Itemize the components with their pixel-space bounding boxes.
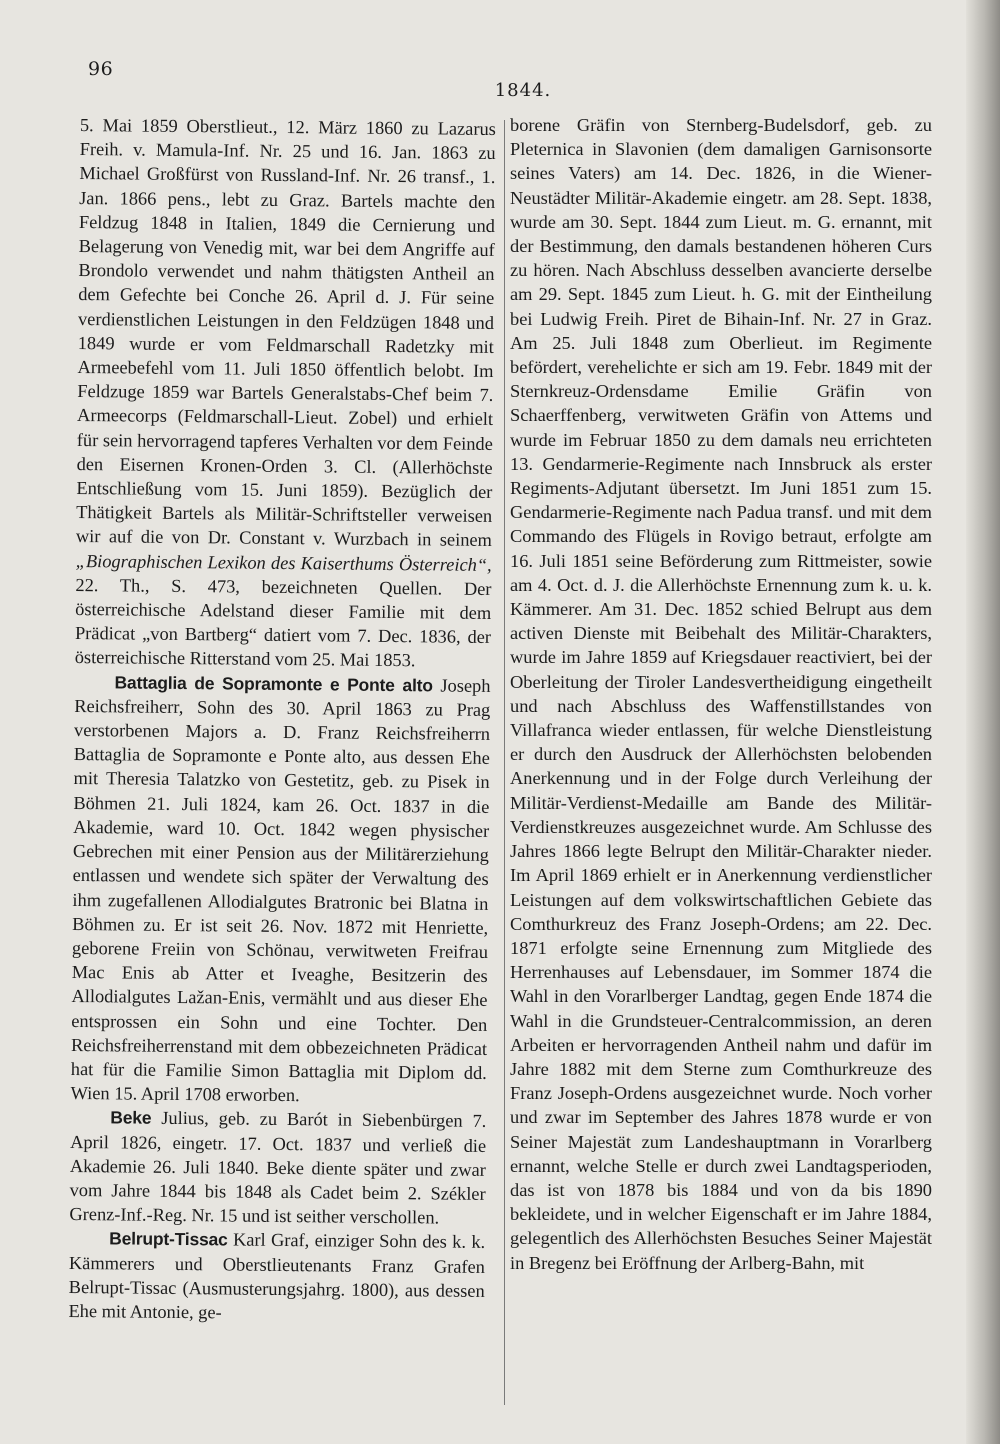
paragraph-bartels — [75, 113, 496, 674]
entry-text: Karl Graf, einziger Sohn des k. k. Kämmerers und Oberstlieutenants Franz Grafen Belrupt-Tissac (Ausmusterungsjahrg. 1800), aus dessen Ehe mit Antonie, ge- — [68, 1229, 486, 1323]
paragraph-text: 5. Mai 1859 Oberstlieut., 12. März 1860 zu Lazarus Freih. v. Mamula-Inf. Nr. 25 und 16. Jan. 1863 zu Michael Großfürst von Russland-Inf. Nr. 26 transf., 1. Jan. 1866 pens., lebt zu Graz. Bartels machte den Feldzug 1848 in Italien, 1849 die Cernierung und Belagerung von Venedig mit, war bei dem Angriffe auf Brondolo verwendet und nahm thätigsten Antheil an dem Gefechte bei Conche 26. April d. J. Für seine verdienstlichen Leistungen in den Feldzügen 1848 und 1849 wurde er vom Feldmarschall Radetzky mit Armeebefehl vom 11. Juli 1850 öffentlich belobt. Im Feldzuge 1859 war Bartels Generalstabs-Chef beim 7. Armeecorps (Feldmarschall-Lieut. Zobel) und erhielt für sein hervorragend tapferes Verhalten vor dem Feinde den Eisernen Kronen-Orden 3. Cl. (Allerhöchste Entschließung vom 15. Juni 1859). Bezüglich der Thätigkeit Bartels als Militär-Schriftsteller verweisen wir auf die von Dr. Constant v. Wurzbach in seinem — [75, 114, 496, 551]
left-column — [68, 113, 496, 1327]
italic-citation: „Biographischen Lexikon des Kaiserthums Österreich“, — [75, 550, 492, 575]
entry-lemma: Battaglia de Sopramonte e Ponte alto — [114, 672, 433, 696]
paragraph-belrupt-continued: borene Gräfin von Sternberg-Budelsdorf, geb. zu Pleternica in Slavonien (dem damaligen Garnisonsorte seines Vaters) am 14. Dec. 1826, in die Wiener-Neustädter Militär-Akademie eingetr. am 28. Sept. 1838, wurde am 30. Sept. 1844 zum Lieut. m. G. ernannt, mit der Bestimmung, den damals bestandenen höheren Curs zu hören. Nach Abschluss desselben avancierte derselbe am 29. Sept. 1845 zum Lieut. h. G. mit der Eintheilung bei Ludwig Freih. Piret de Bihain-Inf. Nr. 27 in Graz. Am 25. Juli 1848 zum Oberlieut. im Regimente befördert, verehelichte er sich am 19. Febr. 1849 mit der Sternkreuz-Ordensdame Emilie Gräfin von Schaerffenberg, verwitweten Gräfin von Attems und wurde im Februar 1850 zu dem damals neu errichteten 13. Gendarmerie-Regimente nach Innsbruck als erster Regiments-Adjutant übersetzt. Im Juni 1851 zum 15. Gendarmerie-Regimente nach Padua transf. und mit dem Commando des Flügels in Rovigo betraut, erfolgte am 16. Juli 1851 seine Beförderung zum Rittmeister, sowie am 4. Oct. d. J. die Allerhöchste Ernennung zum k. u. k. Kämmerer. Am 31. Dec. 1852 schied Belrupt aus dem activen Dienste mit Beibehalt des Militär-Charakters, wurde im Jahre 1859 auf Kriegsdauer reactiviert, bei der Oberleitung der Tiroler Landesvertheidigung eingetheilt und nach Abschluss des Waffenstillstandes von Villafranca wieder entlassen, für welche Dienstleistung er durch den Ausdruck der Allerhöchsten belobenden Anerkennung und in der Folge durch Verleihung der Militär-Verdienst-Medaille am Bande des Militär-Verdienstkreuzes ausgezeichnet wurde. Am Schlusse des Jahres 1866 legte Belrupt den Militär-Charakter nieder. Im April 1869 erhielt er in Anerkennung verdienstlicher Leistungen auf dem volkswirtschaftlichen Gebiete das Comthurkreuz des Franz Joseph-Ordens; am 22. Dec. 1871 erfolgte seine Ernennung zum Mitgliede des Herrenhauses auf Lebensdauer, im Sommer 1874 die Wahl in den Vorarlberger Landtag, gegen Ende 1874 die Wahl in die Grundsteuer-Centralcommission, an deren Arbeiten er hervorragenden Antheil nahm und dafür im Jahre 1882 mit dem Sterne zum Comthurkreuze des Franz Joseph-Ordens ausgezeichnet wurde. Noch vorher und zwar im September des Jahres 1878 wurde er von Seiner Majestät zum Landeshauptmann in Vorarlberg ernannt, welche Stelle er durch zwei Landtagsperioden, das ist von 1878 bis 1884 und von da bis 1890 bekleidete, und in welcher Eigenschaft er im Jahre 1884, gelegentlich des Allerhöchsten Besuches Seiner Majestät in Bregenz bei Eröffnung der Arlberg-Bahn, mit — [510, 115, 932, 1273]
entry-beke — [69, 1105, 486, 1230]
entry-text: Joseph Reichsfreiherr, Sohn des 30. April 1863 zu Prag verstorbenen Majors a. D. Franz Reichsfreiherrn Battaglia de Sopramonte e Ponte alto, aus dessen Ehe mit Theresia Talatzko von Gestetitz, geb. zu Pisek in Böhmen 21. Juli 1824, kam 26. Oct. 1837 in die Akademie, ward 10. Oct. 1842 wegen physischer Gebrechen mit einer Pension aus der Militärerziehung entlassen und wendete sich später der Verwaltung des ihm zugefallenen Allodialgutes Bratronic bei Blatna in Böhmen zu. Er ist seit 26. Nov. 1872 mit Henriette, geborene Freiin von Schönau, verwitweten Freifrau Mac Enis ab Atter et Iveaghe, Besitzerin des Allodialgutes Lažan-Enis, vermählt und aus dieser Ehe entsprossen ein Sohn und eine Tochter. Den Reichsfreiherrenstand mit dem obbezeichneten Prädicat hat für die Familie Simon Battaglia mit Diplom dd. Wien 15. April 1708 erworben. — [70, 675, 491, 1106]
entry-lemma: Belrupt-Tissac — [109, 1228, 228, 1250]
right-column — [510, 113, 932, 1275]
column-divider — [504, 120, 505, 1405]
entry-battaglia — [70, 670, 490, 1110]
entry-belrupt — [68, 1226, 485, 1327]
entry-text: Julius, geb. zu Barót in Siebenbürgen 7. April 1826, eingetr. 17. Oct. 1837 und verließ die Akademie 26. Juli 1840. Beke diente später und zwar vom Jahre 1844 bis 1848 als Cadet beim 2. Székler Grenz-Inf.-Reg. Nr. 15 und ist seither verschollen. — [69, 1108, 487, 1228]
running-head-year: 1844. — [494, 80, 552, 101]
entry-lemma: Beke — [110, 1107, 152, 1129]
page-number: 96 — [88, 58, 114, 80]
paragraph-text: 22. Th., S. 473, bezeichneten Quellen. Der österreichische Adelstand dieser Familie mit dem Prädicat „von Bartberg“ datiert vom 7. Dec. 1836, der österreichische Ritterstand vom 25. Mai 1853. — [74, 574, 492, 671]
page-edge-shadow — [966, 0, 1000, 1444]
